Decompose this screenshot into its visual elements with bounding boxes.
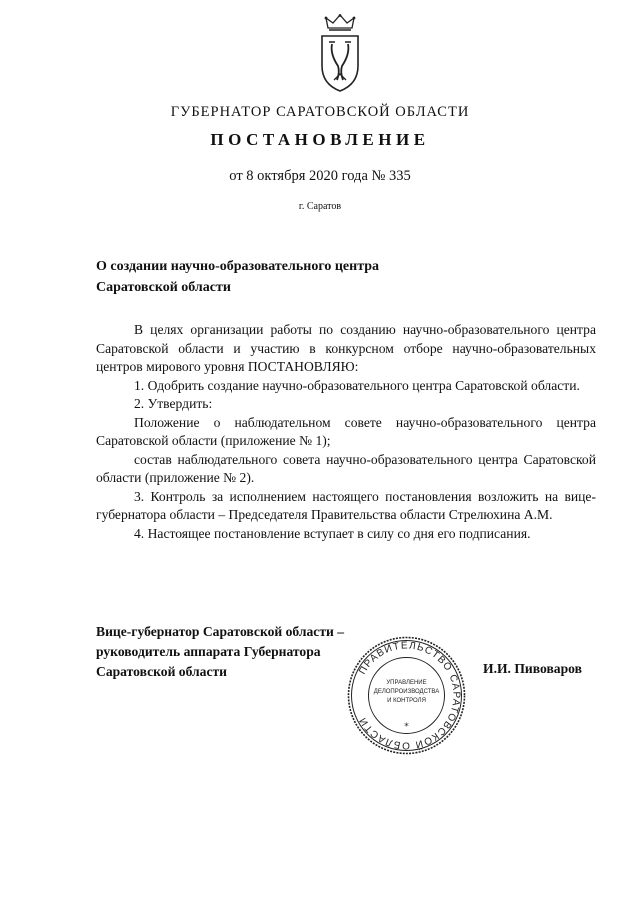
issuing-authority: ГУБЕРНАТОР САРАТОВСКОЙ ОБЛАСТИ [170,104,470,120]
signatory-title-line-1: Вице-губернатор Саратовской области – [96,624,345,639]
coat-of-arms-icon [314,14,366,94]
document-city: г. Саратов [298,201,342,212]
seal-icon [345,634,468,757]
body-paragraph-preamble: В целях организации работы по созданию научно-образовательного центра Саратовской области и участию в конкурсном отборе научно-образовательных центров мирового уровня ПОСТАНОВЛЯЮ: [96,322,596,374]
seal-ring-text: ПРАВИТЕЛЬСТВО САРАТОВСКОЙ ОБЛАСТИ [357,640,462,751]
signatory-title-line-3: Саратовской области [96,664,228,679]
official-seal-stamp [345,634,468,757]
body-paragraph-composition: состав наблюдательного совета научно-образовательного центра Саратовской области (приложение № 2). [96,451,596,485]
seal-center-line-2: ДЕЛОПРОИЗВОДСТВА [373,689,440,695]
signatory-name: И.И. Пивоваров [483,661,582,676]
signatory-title-line-2: руководитель аппарата Губернатора [96,644,321,659]
document-body [96,321,596,543]
subject-line-1: О создании научно-образовательного центра [96,259,380,274]
body-paragraph-item-2: 2. Утвердить: [134,396,213,411]
body-paragraph-item-3: 3. Контроль за исполнением настоящего постановления возложить на вице-губернатора области – Председателя Правительства области Стрелюхина А.М. [96,488,596,522]
body-paragraph-item-4: 4. Настоящее постановление вступает в силу со дня его подписания. [134,525,531,541]
body-paragraph-item-1: 1. Одобрить создание научно-образовательного центра Саратовской области. [134,377,580,393]
body-paragraph-regulation: Положение о наблюдательном совете научно-образовательного центра Саратовской области (приложение № 1); [96,414,596,448]
subject-line-2: Саратовской области [96,280,231,295]
document-type-title: ПОСТАНОВЛЕНИЕ [210,130,430,149]
signatory-title [96,622,386,682]
seal-center-line-3: И КОНТРОЛЯ [387,698,426,704]
svg-text:*: * [404,722,409,732]
seal-center-line-1: УПРАВЛЕНИЕ [386,680,427,686]
document-subject [96,256,456,298]
svg-text:ПРАВИТЕЛЬСТВО САРАТОВСКОЙ ОБЛА [357,640,461,751]
document-date-number: от 8 октября 2020 года № 335 [229,168,411,184]
